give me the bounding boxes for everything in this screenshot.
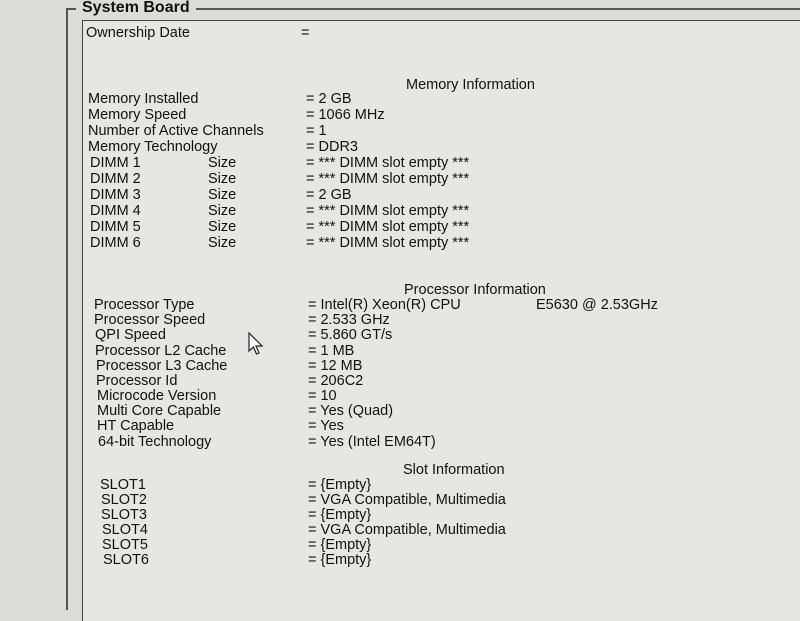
memory-row-label: Memory Speed — [88, 107, 187, 123]
slot-value: = {Empty} — [308, 507, 372, 523]
dimm-value: = *** DIMM slot empty *** — [306, 203, 470, 219]
dimm-label: DIMM 4 — [90, 203, 141, 219]
processor-row-value: = Intel(R) Xeon(R) CPU — [308, 297, 461, 313]
dimm-value: = 2 GB — [306, 187, 352, 203]
processor-row-label: Processor L3 Cache — [96, 358, 228, 374]
memory-row-label: Memory Technology — [88, 139, 218, 155]
processor-row-value: = Yes — [308, 418, 344, 434]
ownership-label: Ownership Date — [86, 25, 190, 41]
dimm-sub-label: Size — [208, 171, 237, 187]
dimm-label: DIMM 6 — [90, 235, 141, 251]
processor-row-value: = Yes (Quad) — [308, 403, 394, 419]
dimm-label: DIMM 1 — [90, 155, 141, 171]
processor-row-value: = 1 MB — [308, 343, 355, 359]
dimm-label: DIMM 3 — [90, 187, 141, 203]
memory-row-value: = 1066 MHz — [306, 107, 385, 123]
dimm-label: DIMM 2 — [90, 171, 141, 187]
dimm-value: = *** DIMM slot empty *** — [306, 219, 470, 235]
dimm-value: = *** DIMM slot empty *** — [306, 155, 470, 171]
slot-value: = {Empty} — [308, 552, 372, 568]
slot-label: SLOT5 — [102, 537, 148, 553]
processor-row-label: HT Capable — [97, 418, 175, 434]
processor-row-label: Processor Type — [94, 297, 195, 313]
dimm-sub-label: Size — [208, 219, 237, 235]
processor-row-value: = 206C2 — [308, 373, 364, 389]
slot-label: SLOT2 — [101, 492, 147, 508]
slot-section-title: Slot Information — [403, 462, 505, 478]
processor-model-value: E5630 @ 2.53GHz — [536, 297, 658, 313]
processor-row-value: = 12 MB — [308, 358, 363, 374]
processor-row-label: Processor L2 Cache — [95, 343, 227, 359]
processor-row-label: Processor Speed — [94, 312, 206, 328]
ownership-value: = — [301, 25, 310, 41]
dimm-label: DIMM 5 — [90, 219, 141, 235]
dimm-sub-label: Size — [208, 203, 237, 219]
processor-row-label: Processor Id — [96, 373, 178, 389]
processor-row-label: 64-bit Technology — [98, 434, 212, 450]
dimm-value: = *** DIMM slot empty *** — [306, 171, 470, 187]
slot-label: SLOT1 — [100, 477, 146, 493]
processor-row-value: = 5.860 GT/s — [308, 327, 393, 343]
dimm-sub-label: Size — [208, 155, 237, 171]
processor-row-value: = Yes (Intel EM64T) — [308, 434, 436, 450]
processor-row-value: = 10 — [308, 388, 337, 404]
mouse-pointer-icon — [248, 332, 266, 356]
slot-label: SLOT3 — [101, 507, 147, 523]
processor-section-title: Processor Information — [404, 282, 546, 298]
slot-label: SLOT6 — [103, 552, 149, 568]
processor-row-label: Microcode Version — [97, 388, 217, 404]
processor-row-value: = 2.533 GHz — [308, 312, 390, 328]
dimm-sub-label: Size — [208, 235, 237, 251]
slot-label: SLOT4 — [102, 522, 148, 538]
slot-value: = VGA Compatible, Multimedia — [308, 492, 506, 508]
memory-row-value: = DDR3 — [306, 139, 358, 155]
slot-value: = {Empty} — [308, 537, 372, 553]
memory-row-value: = 2 GB — [306, 91, 352, 107]
memory-row-value: = 1 — [306, 123, 327, 139]
processor-row-label: QPI Speed — [95, 327, 166, 343]
memory-row-label: Memory Installed — [88, 91, 199, 107]
dimm-value: = *** DIMM slot empty *** — [306, 235, 470, 251]
memory-section-title: Memory Information — [406, 77, 535, 93]
slot-value: = {Empty} — [308, 477, 372, 493]
slot-value: = VGA Compatible, Multimedia — [308, 522, 506, 538]
processor-row-label: Multi Core Capable — [97, 403, 222, 419]
memory-row-label: Number of Active Channels — [88, 123, 264, 139]
frame-title: System Board — [76, 0, 196, 16]
dimm-sub-label: Size — [208, 187, 237, 203]
